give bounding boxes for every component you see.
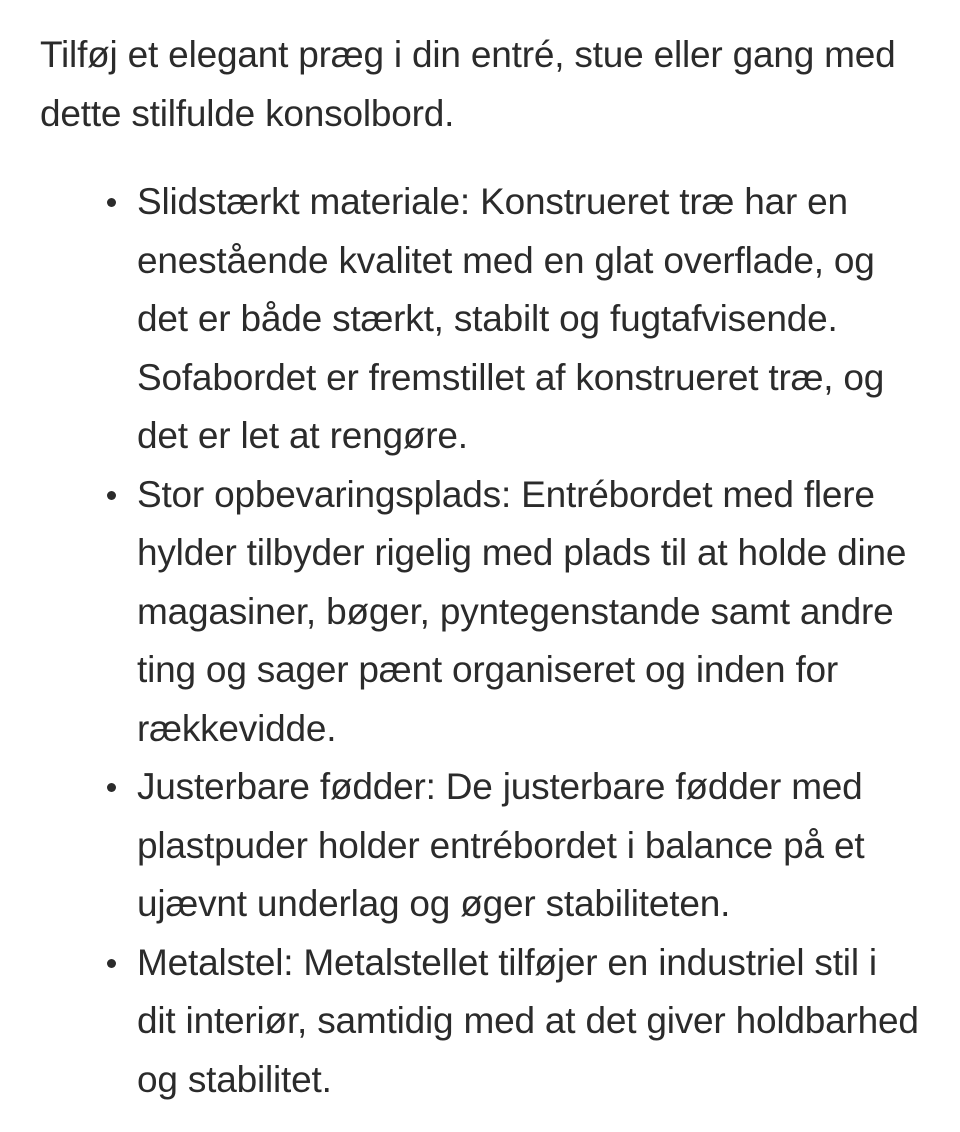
bullet-icon [107, 783, 116, 792]
list-item [40, 758, 920, 934]
feature-text: Metalstel: Metalstellet tilføjer en industriel stil i dit interiør, samtidig med at det giver holdbarhed og stabilitet. [137, 941, 919, 1100]
bullet-icon [107, 198, 116, 207]
feature-text: Justerbare fødder: De justerbare fødder med plastpuder holder entrébordet i balance på et ujævnt underlag og øger stabiliteten. [137, 766, 865, 924]
intro-paragraph: Tilføj et elegant præg i din entré, stue eller gang med dette stilfulde konsolbord. [40, 34, 896, 134]
list-item [40, 173, 920, 466]
feature-text: Stor opbevaringsplads: Entrébordet med flere hylder tilbyder rigelig med plads til at holde dine magasiner, bøger, pyntegenstande samt andre ting og sager pænt organiseret og inden for rækkevidde. [137, 473, 907, 749]
list-item [40, 934, 920, 1110]
bullet-icon [107, 959, 116, 968]
list-item [40, 466, 920, 759]
bullet-icon [107, 491, 116, 500]
feature-text: Slidstærkt materiale: Konstrueret træ har en enestående kvalitet med en glat overflade, og det er både stærkt, stabilt og fugtafvisende. Sofabordet er fremstillet af konstrueret træ, og det er let at rengøre. [137, 181, 885, 456]
feature-list [40, 173, 920, 1109]
